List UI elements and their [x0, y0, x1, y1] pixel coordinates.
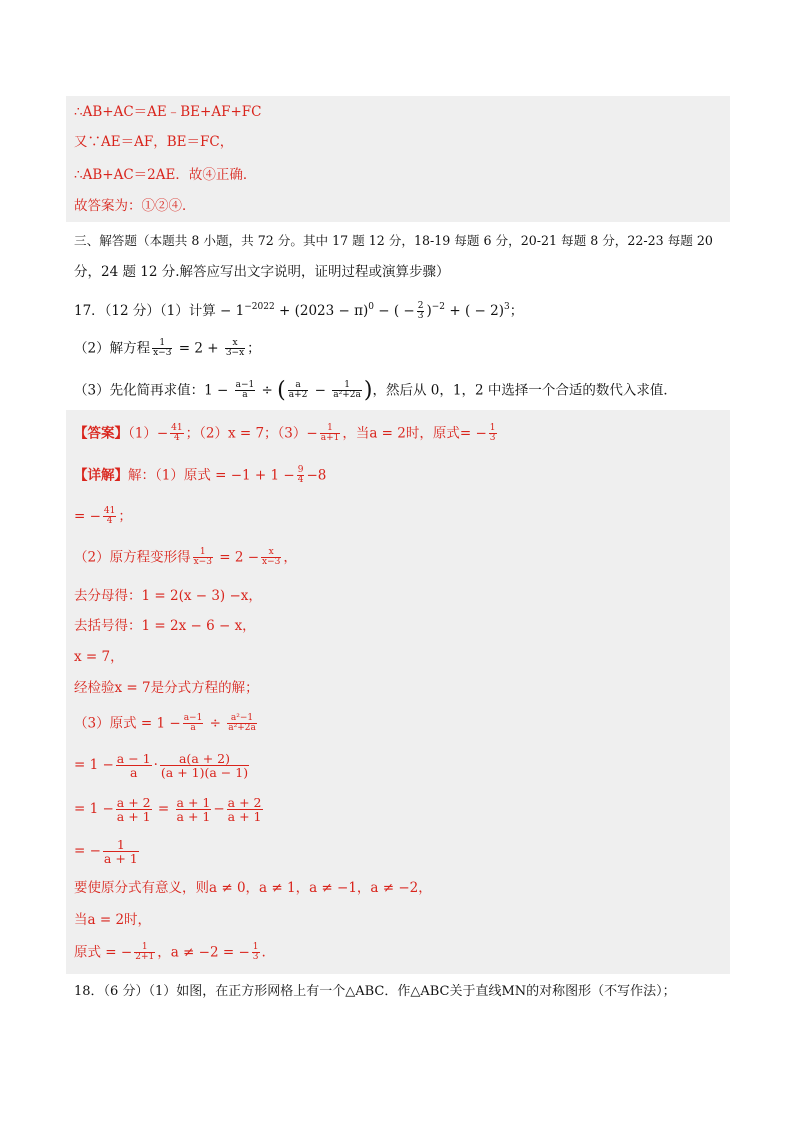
p3-frac2 [227, 714, 257, 734]
det-frac [297, 466, 305, 486]
detail-tag: 【详解】 [74, 467, 128, 484]
frac-den: x−3 [193, 557, 212, 568]
q17-p3-end: ，然后从 0，1，2 中选择一个合适的数代入求值． [372, 382, 677, 399]
r1-frac1 [116, 752, 152, 779]
detail-line-11 [74, 838, 141, 865]
frac-num: a + 2 [227, 795, 262, 810]
q17-p3-minus: − [310, 382, 331, 399]
frac-den: 4 [106, 516, 113, 527]
frac-den: 3 [252, 952, 259, 963]
frac-den: 4 [297, 475, 304, 486]
frac-den: a [190, 723, 196, 734]
frac-num: a + 1 [176, 795, 211, 810]
q17-p3-frac1 [235, 381, 256, 401]
section-heading-line-2: 分，24 题 12 分.解答应写出文字说明，证明过程或演算步骤） [74, 264, 450, 280]
q17-p2-end: ； [247, 340, 261, 357]
q17-p1-e: + ( − 2) [445, 303, 504, 319]
frac-num: x [261, 548, 281, 558]
frac-num: 41 [171, 423, 183, 433]
frac-num: a−1 [183, 713, 203, 723]
r1-frac2 [160, 752, 249, 779]
final: 原式 = − [74, 944, 133, 961]
frac-den: x−3 [262, 557, 281, 568]
p2-frac1 [193, 548, 213, 568]
final-frac2 [252, 943, 260, 963]
frac-den: x−3 [153, 348, 172, 359]
ans-2: ；（2）x = 7；（3）− [185, 425, 318, 442]
q17-p2-mid: = 2 + [174, 340, 223, 357]
frac-den: 3 [417, 311, 424, 321]
detail-line-14 [74, 943, 266, 963]
q17-p1-end: ； [509, 303, 524, 319]
eq1-end: ； [118, 508, 132, 525]
frac-den: a+2 [288, 390, 308, 401]
q17-p1-exp-d: −2 [431, 302, 446, 312]
q17-p1-exp-a: −2022 [244, 302, 275, 312]
detail-line-1 [74, 466, 326, 486]
r2-frac1 [116, 796, 152, 823]
q17-p2-frac2 [225, 339, 245, 359]
frac-den: a [129, 765, 138, 781]
p3-div: ÷ [205, 715, 226, 732]
p3: （3）原式 = 1 − [74, 715, 181, 732]
p3-frac1 [183, 714, 204, 734]
frac-num: a + 2 [116, 795, 151, 810]
q17-p1-d: ) [426, 303, 432, 319]
frac-num: x [225, 339, 245, 349]
r2-minus: − [213, 801, 225, 818]
frac-num: 41 [103, 506, 116, 516]
p2: （2）原方程变形得 [74, 549, 191, 566]
answer-line-17 [74, 424, 499, 444]
frac-den: 3−x [225, 348, 245, 359]
p2-end: ， [283, 549, 297, 566]
p2-mid: = 2 − [214, 549, 260, 566]
frac-num: 2 [417, 300, 424, 311]
frac-den: 4 [174, 433, 180, 444]
frac-num: 1 [134, 943, 155, 953]
final-end: . [261, 944, 266, 961]
detail-line-3 [74, 548, 297, 568]
frac-den: a + 1 [176, 809, 211, 825]
eq1-frac [103, 507, 116, 527]
q17-p3-prefix: （3）先化简再求值：1 − [74, 382, 233, 399]
q17-p2-prefix: （2）解方程 [74, 340, 151, 357]
detail-line-9 [74, 752, 251, 779]
frac-den: a²+2a [333, 390, 361, 401]
detail-line-2 [74, 507, 132, 527]
frac-num: a − 1 [116, 751, 151, 766]
ans-frac-3 [489, 424, 497, 444]
frac-num: 1 [103, 838, 139, 852]
frac-den: a+1 [320, 433, 340, 444]
detail-line-10 [74, 796, 265, 823]
q17-p2-frac1 [152, 339, 172, 359]
proof-line-3: ∴AB+AC＝2AE．故④正确． [74, 167, 257, 183]
r2-frac3 [227, 796, 263, 823]
q17-p1-b: + (2023 − π) [274, 303, 369, 319]
frac-num: 1 [320, 424, 341, 434]
q17-p1-c: − ( − [373, 303, 415, 319]
detail-line-7: 经检验x = 7是分式方程的解； [74, 680, 259, 696]
r3-frac [103, 838, 139, 865]
detail-line-13: 当a = 2时， [74, 912, 152, 928]
q18-line: 18．（6 分）（1）如图，在正方形网格上有一个△ABC．作△ABC关于直线MN的对称图形（不写作法）； [74, 984, 676, 999]
q17-p1-prefix: 17．（12 分）（1）计算 [74, 303, 221, 319]
detail-line-5: 去括号得：1 = 2x − 6 − x， [74, 618, 256, 634]
frac-num: 1 [193, 548, 213, 558]
answer-line: 故答案为：①②④． [74, 198, 196, 214]
left-paren: ( [277, 377, 286, 403]
ans-frac-1 [170, 424, 183, 444]
frac-den: a [242, 390, 248, 401]
frac-num: 9 [297, 465, 304, 475]
section-heading-line-1: 三、解答题（本题共 8 小题，共 72 分。其中 17 题 12 分，18-19 每题 6 分，20-21 每题 8 分，22-23 每题 20 [74, 233, 713, 248]
q17-p1-exp-b: 0 [368, 302, 374, 312]
proof-line-1: ∴AB+AC＝AE﹣BE+AF+FC [74, 104, 262, 120]
q17-p1-a: − 1 [220, 303, 245, 319]
q17-p3-frac2 [288, 381, 309, 401]
r1: = 1 − [74, 757, 114, 774]
q17-part1 [74, 298, 523, 321]
frac-num: a(a + 2) [160, 752, 249, 766]
answer-tag: 【答案】 [74, 425, 128, 442]
eq1: = − [74, 508, 101, 525]
r1-dot: · [153, 757, 158, 774]
q17-part2 [74, 339, 261, 359]
final-mid: ，a ≠ −2 = − [157, 944, 250, 961]
ans-1: （1）− [128, 425, 169, 442]
det-1-end: −8 [306, 467, 327, 484]
q17-part3 [74, 377, 677, 403]
r2: = 1 − [74, 801, 114, 818]
frac-num: 1 [332, 381, 362, 391]
frac-num: a²−1 [227, 714, 257, 724]
frac-den: a + 1 [103, 851, 138, 867]
frac-den: (a + 1)(a − 1) [160, 765, 249, 781]
ans-frac-2 [320, 424, 341, 444]
detail-line-8 [74, 714, 259, 734]
right-paren: ) [363, 377, 373, 403]
r2-eq: = [153, 801, 174, 818]
frac-den: a + 1 [227, 809, 262, 825]
frac-den: 3 [489, 433, 496, 444]
frac-num: a [288, 381, 309, 391]
detail-line-6: x = 7， [74, 649, 124, 665]
p2-frac2 [261, 548, 281, 568]
detail-line-4: 去分母得：1 = 2(x − 3) −x， [74, 588, 262, 604]
frac-den: a + 1 [116, 809, 151, 825]
detail-line-12: 要使原分式有意义，则a ≠ 0，a ≠ 1，a ≠ −1，a ≠ −2， [74, 880, 432, 896]
frac-num: 1 [252, 942, 259, 952]
frac-num: 1 [152, 339, 172, 349]
frac-num: 1 [489, 423, 496, 433]
frac-den: a²+2a [228, 723, 256, 734]
det-1: 解：（1）原式 = −1 + 1 − [128, 467, 295, 484]
r3: = − [74, 843, 101, 860]
frac-den: 2+1 [135, 952, 155, 963]
final-frac1 [134, 943, 155, 963]
q17-p3-frac3 [332, 381, 362, 401]
q17-p1-exp-e: 3 [503, 302, 510, 312]
ans-4: ，当a = 2时，原式= − [342, 425, 487, 442]
q17-p1-frac [417, 302, 425, 322]
proof-line-2: 又∵AE＝AF，BE＝FC， [74, 134, 234, 150]
q17-p3-div: ÷ [257, 382, 278, 399]
r2-frac2 [176, 796, 212, 823]
frac-num: a−1 [235, 380, 255, 390]
